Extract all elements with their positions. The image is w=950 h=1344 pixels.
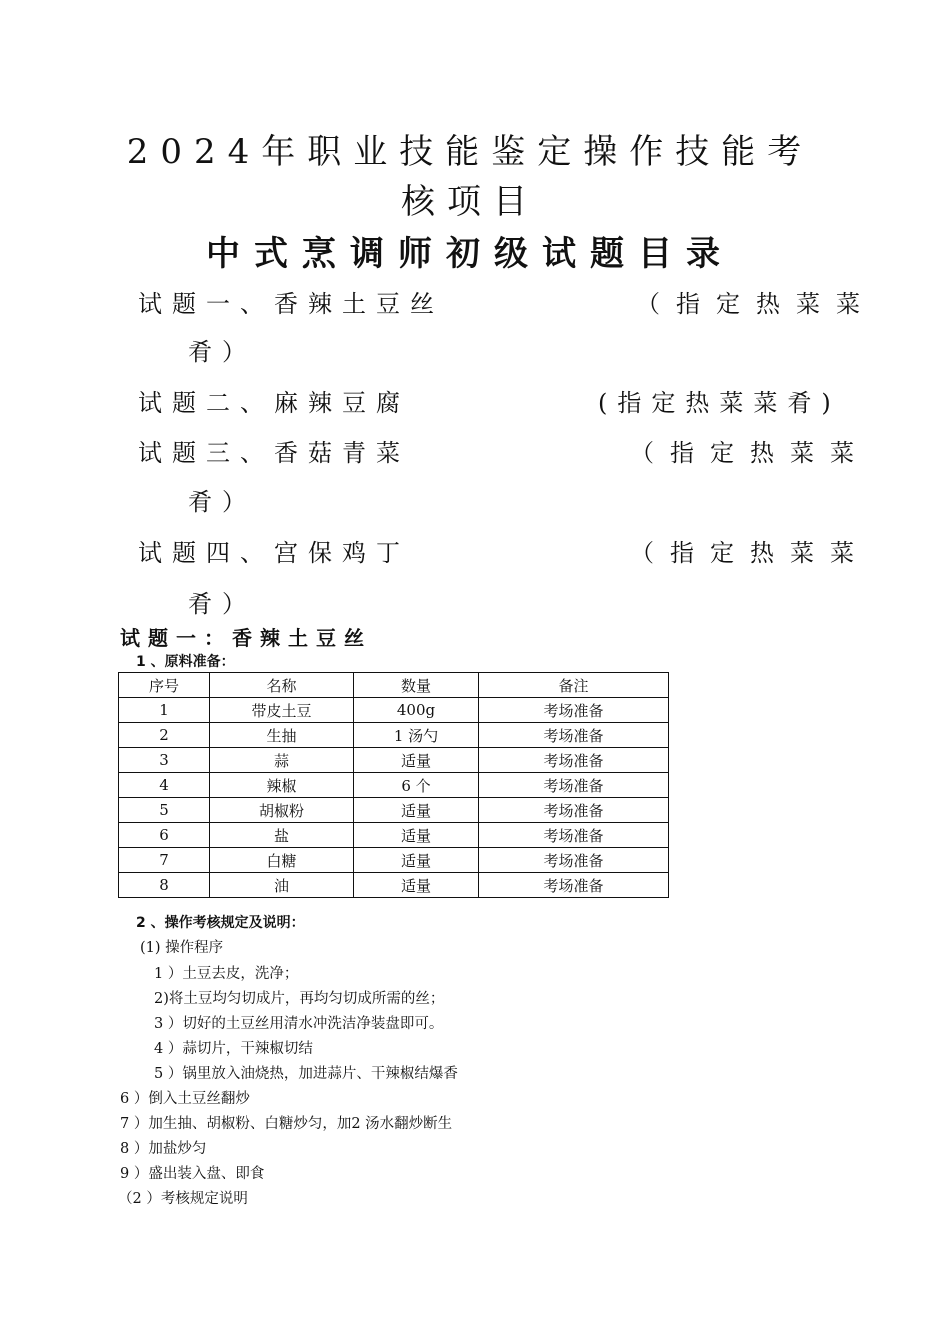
table-cell: 4 (119, 773, 210, 798)
table-cell: 3 (119, 748, 210, 773)
table-cell: 考场准备 (479, 798, 669, 823)
list-item: 1 ）土豆去皮，洗净； (154, 966, 299, 982)
table-cell: 1 (119, 698, 210, 723)
list-item: 7 ）加生抽、胡椒粉、白糖炒匀，加2 汤水翻炒断生 (120, 1116, 453, 1132)
table-cell: 考场准备 (479, 698, 669, 723)
toc-item-name: 试题一、香辣土豆丝 (138, 290, 444, 318)
list-item: 2)将土豆均匀切成片，再均匀切成所需的丝； (154, 991, 445, 1007)
list-item: 4 ）蒜切片，干辣椒切结 (154, 1041, 313, 1057)
toc-item-tag: （指定热菜菜 (630, 539, 870, 567)
table-row (119, 723, 669, 748)
table-row (119, 698, 669, 723)
toc-item-name: 试题三、香菇青菜 (138, 439, 410, 467)
document-subtitle: 中式烹调师初级试题目录 (206, 234, 734, 274)
table-cell: 盐 (210, 823, 354, 848)
table-cell: 400g (354, 698, 479, 723)
table-cell: 6 个 (354, 773, 479, 798)
toc-item-tag: （指定热菜菜 (630, 439, 870, 467)
rules-note-heading: （2 ）考核规定说明 (118, 1191, 248, 1207)
toc-item-name: 试题二、麻辣豆腐 (138, 389, 410, 417)
table-cell: 胡椒粉 (210, 798, 354, 823)
rules-heading: 2 、操作考核规定及说明： (136, 915, 305, 931)
document-title-line2: 核项目 (401, 182, 539, 222)
table-cell: 考场准备 (479, 723, 669, 748)
table-header-cell: 数量 (354, 673, 479, 698)
list-item: 6 ）倒入土豆丝翻炒 (120, 1091, 250, 1107)
list-item: 8 ）加盐炒匀 (120, 1141, 207, 1157)
table-cell: 适量 (354, 848, 479, 873)
toc-item-tag: (指定热菜菜肴) (598, 389, 841, 417)
toc-item-tag: （指定热菜菜 (636, 290, 876, 318)
table-cell: 油 (210, 873, 354, 898)
ingredients-table (118, 672, 669, 898)
toc-item-tag-cont: 肴） (188, 488, 256, 516)
table-cell: 5 (119, 798, 210, 823)
table-row (119, 773, 669, 798)
list-item: 5 ）锅里放入油烧热，加进蒜片、干辣椒结爆香 (154, 1066, 458, 1082)
table-cell: 适量 (354, 873, 479, 898)
toc-item-tag-cont: 肴） (188, 590, 256, 618)
table-cell: 考场准备 (479, 848, 669, 873)
toc-item-tag-cont: 肴） (188, 338, 256, 366)
table-row (119, 873, 669, 898)
table-cell: 辣椒 (210, 773, 354, 798)
table-cell: 适量 (354, 798, 479, 823)
section-title: 试题一：香辣土豆丝 (120, 626, 372, 650)
table-header-cell: 名称 (210, 673, 354, 698)
table-row (119, 823, 669, 848)
table-cell: 生抽 (210, 723, 354, 748)
procedure-heading: (1) 操作程序 (140, 940, 224, 956)
document-title-line1: 2024年职业技能鉴定操作技能考 (126, 132, 814, 172)
table-header-cell: 序号 (119, 673, 210, 698)
table-header-cell: 备注 (479, 673, 669, 698)
table-cell: 6 (119, 823, 210, 848)
table-cell: 蒜 (210, 748, 354, 773)
table-cell: 2 (119, 723, 210, 748)
table-cell: 带皮土豆 (210, 698, 354, 723)
table-cell: 7 (119, 848, 210, 873)
list-item: 3 ）切好的土豆丝用清水冲洗洁净装盘即可。 (154, 1016, 444, 1032)
table-cell: 考场准备 (479, 748, 669, 773)
table-cell: 1 汤勺 (354, 723, 479, 748)
table-cell: 考场准备 (479, 823, 669, 848)
toc-item-name: 试题四、宫保鸡丁 (138, 539, 410, 567)
table-row (119, 798, 669, 823)
table-cell: 考场准备 (479, 873, 669, 898)
table-cell: 白糖 (210, 848, 354, 873)
table-cell: 8 (119, 873, 210, 898)
table-row (119, 848, 669, 873)
table-row (119, 748, 669, 773)
table-header-row (119, 673, 669, 698)
table-cell: 适量 (354, 823, 479, 848)
table-cell: 适量 (354, 748, 479, 773)
materials-heading: 1 、原料准备： (136, 654, 235, 670)
table-cell: 考场准备 (479, 773, 669, 798)
list-item: 9 ）盛出装入盘、即食 (120, 1166, 265, 1182)
